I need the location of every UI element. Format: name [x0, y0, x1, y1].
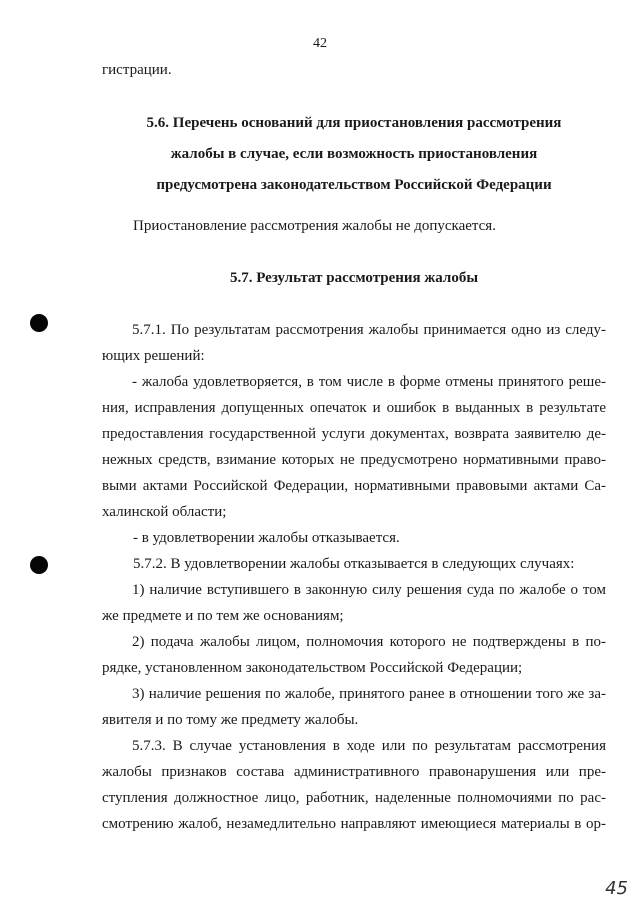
text-line: ступления должностное лицо, работник, наделенные полномочиями по рас-: [102, 790, 606, 806]
text-line: 1) наличие вступившего в законную силу решения суда по жалобе о том: [132, 582, 606, 598]
text-line: ния, исправления допущенных опечаток и ошибок в выданных в результате: [102, 400, 606, 416]
text-line: жалобы признаков состава административного правонарушения или пре-: [102, 764, 606, 780]
text-line: - жалоба удовлетворяется, в том числе в форме отмены принятого реше-: [132, 374, 606, 390]
punch-hole: [30, 314, 48, 332]
section-5-6-heading: [102, 108, 606, 201]
paragraph-case-3: [102, 681, 606, 733]
paragraph-case-2: [102, 629, 606, 681]
page-number: 42: [313, 36, 327, 51]
text-line: 2) подача жалобы лицом, полномочия которого не подтверждены в по-: [132, 634, 606, 650]
text-line: 3) наличие решения по жалобе, принятого ранее в отношении того же за-: [132, 686, 606, 702]
heading-line: жалобы в случае, если возможность приостановления: [170, 146, 538, 162]
text-line: нежных средств, взимание которых не предусмотрено нормативными право-: [102, 452, 606, 468]
paragraph-decision-refused: - в удовлетворении жалобы отказывается.: [133, 530, 400, 546]
heading-line: 5.6. Перечень оснований для приостановления рассмотрения: [146, 115, 562, 131]
paragraph-5-7-2: 5.7.2. В удовлетворении жалобы отказывается в следующих случаях:: [133, 556, 575, 572]
text-line: выми актами Российской Федерации, нормативными правовыми актами Са-: [102, 478, 606, 494]
text-line: смотрению жалоб, незамедлительно направляют имеющиеся материалы в ор-: [102, 816, 606, 832]
handwritten-page-number: 45: [605, 878, 628, 899]
heading-line: предусмотрена законодательством Российской Федерации: [156, 177, 552, 193]
punch-hole: [30, 556, 48, 574]
text-line: 5.7.3. В случае установления в ходе или по результатам рассмотрения: [132, 738, 606, 754]
text-line: ющих решений:: [102, 348, 205, 364]
text-line: явителя и по тому же предмету жалобы.: [102, 712, 359, 728]
section-5-6-body: Приостановление рассмотрения жалобы не допускается.: [133, 218, 496, 234]
paragraph-decision-satisfied: [102, 369, 606, 525]
paragraph-case-1: [102, 577, 606, 629]
section-5-7-heading: 5.7. Результат рассмотрения жалобы: [229, 270, 479, 286]
paragraph-5-7-1: [102, 317, 606, 369]
text-line: 5.7.1. По результатам рассмотрения жалобы принимается одно из следу-: [132, 322, 606, 338]
text-line: же предмете и по тем же основаниям;: [102, 608, 344, 624]
text-line: халинской области;: [102, 504, 227, 520]
continuation-text: гистрации.: [102, 62, 172, 78]
text-line: предоставления государственной услуги документах, возврата заявителю де-: [102, 426, 606, 442]
paragraph-5-7-3: [102, 733, 606, 837]
text-line: рядке, установленном законодательством Российской Федерации;: [102, 660, 523, 676]
